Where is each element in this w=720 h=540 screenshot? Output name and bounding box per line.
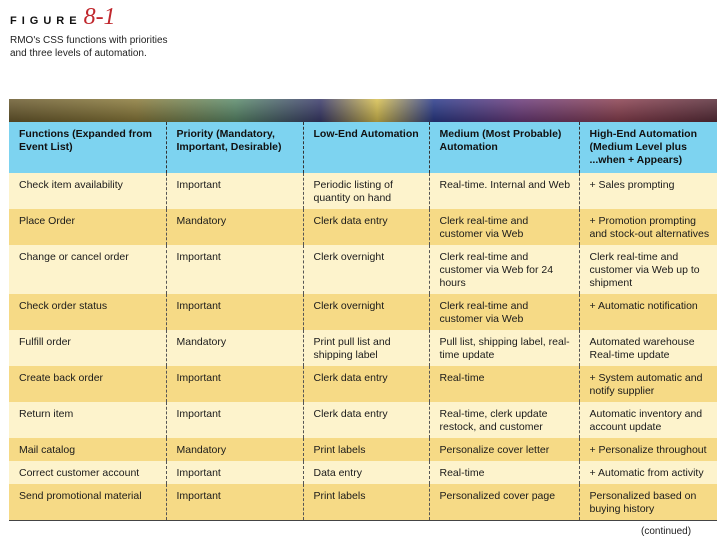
header-priority: Priority (Mandatory, Important, Desirable) xyxy=(166,122,303,173)
continued-note: (continued) xyxy=(641,526,692,537)
table-cell: Automatic inventory and account update xyxy=(579,402,717,438)
table-cell: + Promotion prompting and stock-out alternatives xyxy=(579,209,717,245)
table-cell: Mandatory xyxy=(166,209,303,245)
table-cell: + Automatic from activity xyxy=(579,461,717,484)
table-cell: Clerk data entry xyxy=(303,209,429,245)
table-row xyxy=(9,245,717,294)
table-row xyxy=(9,438,717,461)
table-cell: Return item xyxy=(9,402,166,438)
table-cell: Clerk overnight xyxy=(303,294,429,330)
figure-title xyxy=(10,4,310,31)
table-cell: + Sales prompting xyxy=(579,173,717,209)
table-cell: Print labels xyxy=(303,484,429,521)
table-cell: + Personalize throughout xyxy=(579,438,717,461)
table-row xyxy=(9,330,717,366)
table-cell: Mail catalog xyxy=(9,438,166,461)
header-row xyxy=(9,122,717,173)
table-row xyxy=(9,209,717,245)
table-cell: Important xyxy=(166,245,303,294)
table-cell: Data entry xyxy=(303,461,429,484)
table-cell: Important xyxy=(166,366,303,402)
table-row xyxy=(9,173,717,209)
table-row xyxy=(9,461,717,484)
table-cell: Clerk real-time and customer via Web up to shipment xyxy=(579,245,717,294)
table-row xyxy=(9,402,717,438)
table-cell: Send promotional material xyxy=(9,484,166,521)
table-cell: Check order status xyxy=(9,294,166,330)
table-cell: Change or cancel order xyxy=(9,245,166,294)
table-cell: Important xyxy=(166,402,303,438)
figure-header xyxy=(10,4,310,60)
table-row xyxy=(9,366,717,402)
table-cell: Important xyxy=(166,461,303,484)
automation-table xyxy=(9,122,717,521)
table-cell: Check item availability xyxy=(9,173,166,209)
table-cell: Create back order xyxy=(9,366,166,402)
table-cell: Personalized based on buying history xyxy=(579,484,717,521)
table-cell: Print labels xyxy=(303,438,429,461)
table-cell: Fulfill order xyxy=(9,330,166,366)
table-row xyxy=(9,294,717,330)
table-cell: Real-time, clerk update restock, and customer xyxy=(429,402,579,438)
table-cell: Clerk real-time and customer via Web xyxy=(429,294,579,330)
table-cell: Automated warehouse Real-time update xyxy=(579,330,717,366)
table-cell: Important xyxy=(166,173,303,209)
table-cell: Place Order xyxy=(9,209,166,245)
header-low-end: Low-End Automation xyxy=(303,122,429,173)
table-cell: Print pull list and shipping label xyxy=(303,330,429,366)
table-cell: Clerk real-time and customer via Web xyxy=(429,209,579,245)
header-high-end: High-End Automation (Medium Level plus ...when + Appears) xyxy=(579,122,717,173)
table-cell: Personalize cover letter xyxy=(429,438,579,461)
table-cell: + Automatic notification xyxy=(579,294,717,330)
table-cell: Important xyxy=(166,294,303,330)
table-row xyxy=(9,484,717,521)
table-cell: Important xyxy=(166,484,303,521)
decorative-banner xyxy=(9,99,717,122)
table-cell: Periodic listing of quantity on hand xyxy=(303,173,429,209)
table-cell: Pull list, shipping label, real-time update xyxy=(429,330,579,366)
figure-number: 8-1 xyxy=(83,4,116,30)
header-functions: Functions (Expanded from Event List) xyxy=(9,122,166,173)
table-cell: Mandatory xyxy=(166,330,303,366)
table-cell: Correct customer account xyxy=(9,461,166,484)
table-cell: + System automatic and notify supplier xyxy=(579,366,717,402)
figure-label: FIGURE xyxy=(10,15,82,27)
table-cell: Real-time xyxy=(429,366,579,402)
table-cell: Clerk data entry xyxy=(303,402,429,438)
header-medium: Medium (Most Probable) Automation xyxy=(429,122,579,173)
table-cell: Clerk data entry xyxy=(303,366,429,402)
table-cell: Mandatory xyxy=(166,438,303,461)
table-cell: Personalized cover page xyxy=(429,484,579,521)
table-cell: Real-time. Internal and Web xyxy=(429,173,579,209)
table-cell: Clerk overnight xyxy=(303,245,429,294)
table-cell: Real-time xyxy=(429,461,579,484)
table-cell: Clerk real-time and customer via Web for 24 hours xyxy=(429,245,579,294)
figure-caption: RMO's CSS functions with priorities and three levels of automation. xyxy=(10,35,168,59)
